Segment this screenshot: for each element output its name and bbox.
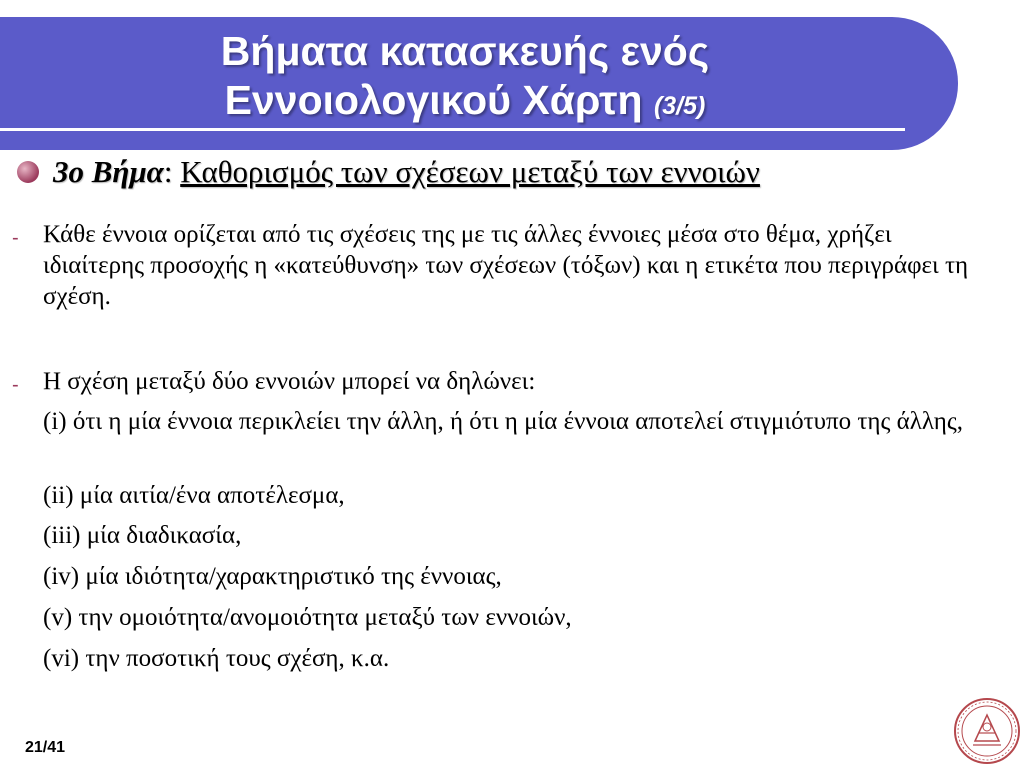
step-title: Καθορισμός των σχέσεων μεταξύ των εννοιών (180, 154, 760, 189)
relation-item-2: (ii) μία αιτία/ένα αποτέλεσμα, (43, 482, 345, 509)
paragraph-relations-intro: Η σχέση μεταξύ δύο εννοιών μπορεί να δηλώνει: (43, 368, 536, 395)
dash-bullet-2: - (12, 374, 19, 396)
title-line-1: Βήματα κατασκευής ενός (220, 28, 710, 74)
step-label: 3ο Βήμα (53, 154, 164, 189)
relation-item-4: (iv) μία ιδιότητα/χαρακτηριστικό της έννοιας, (43, 563, 502, 590)
title-line-2 (0, 76, 930, 131)
relation-item-5: (v) την ομοιότητα/ανομοιότητα μεταξύ των εννοιών, (43, 604, 572, 631)
university-seal-icon (953, 697, 1021, 765)
relation-item-6: (vi) την ποσοτική τους σχέση, κ.α. (43, 645, 390, 672)
title-line-2-text: Εννοιολογικού Χάρτη (224, 77, 643, 123)
step-colon: : (163, 154, 173, 189)
title-progress: (3/5) (653, 92, 706, 120)
paragraph-definition: Κάθε έννοια ορίζεται από τις σχέσεις της με τις άλλες έννοιες μέσα στο θέμα, χρήζει ιδιαίτερης προσοχής η «κατεύθυνση» των σχέσεων (τόξων) και η ετικέτα που περιγράφει τη σχέση. (43, 221, 969, 310)
page-number: 21/41 (25, 739, 66, 756)
relation-item-3: (iii) μία διαδικασία, (43, 522, 242, 549)
step-heading (17, 152, 760, 192)
relation-item-1: (i) ότι η μία έννοια περικλείει την άλλη, ή ότι η μία έννοια αποτελεί στιγμιότυπο της άλλης, (43, 408, 963, 435)
dash-bullet-1: - (12, 227, 19, 249)
sphere-bullet-icon (17, 161, 39, 183)
slide-title (0, 27, 930, 131)
